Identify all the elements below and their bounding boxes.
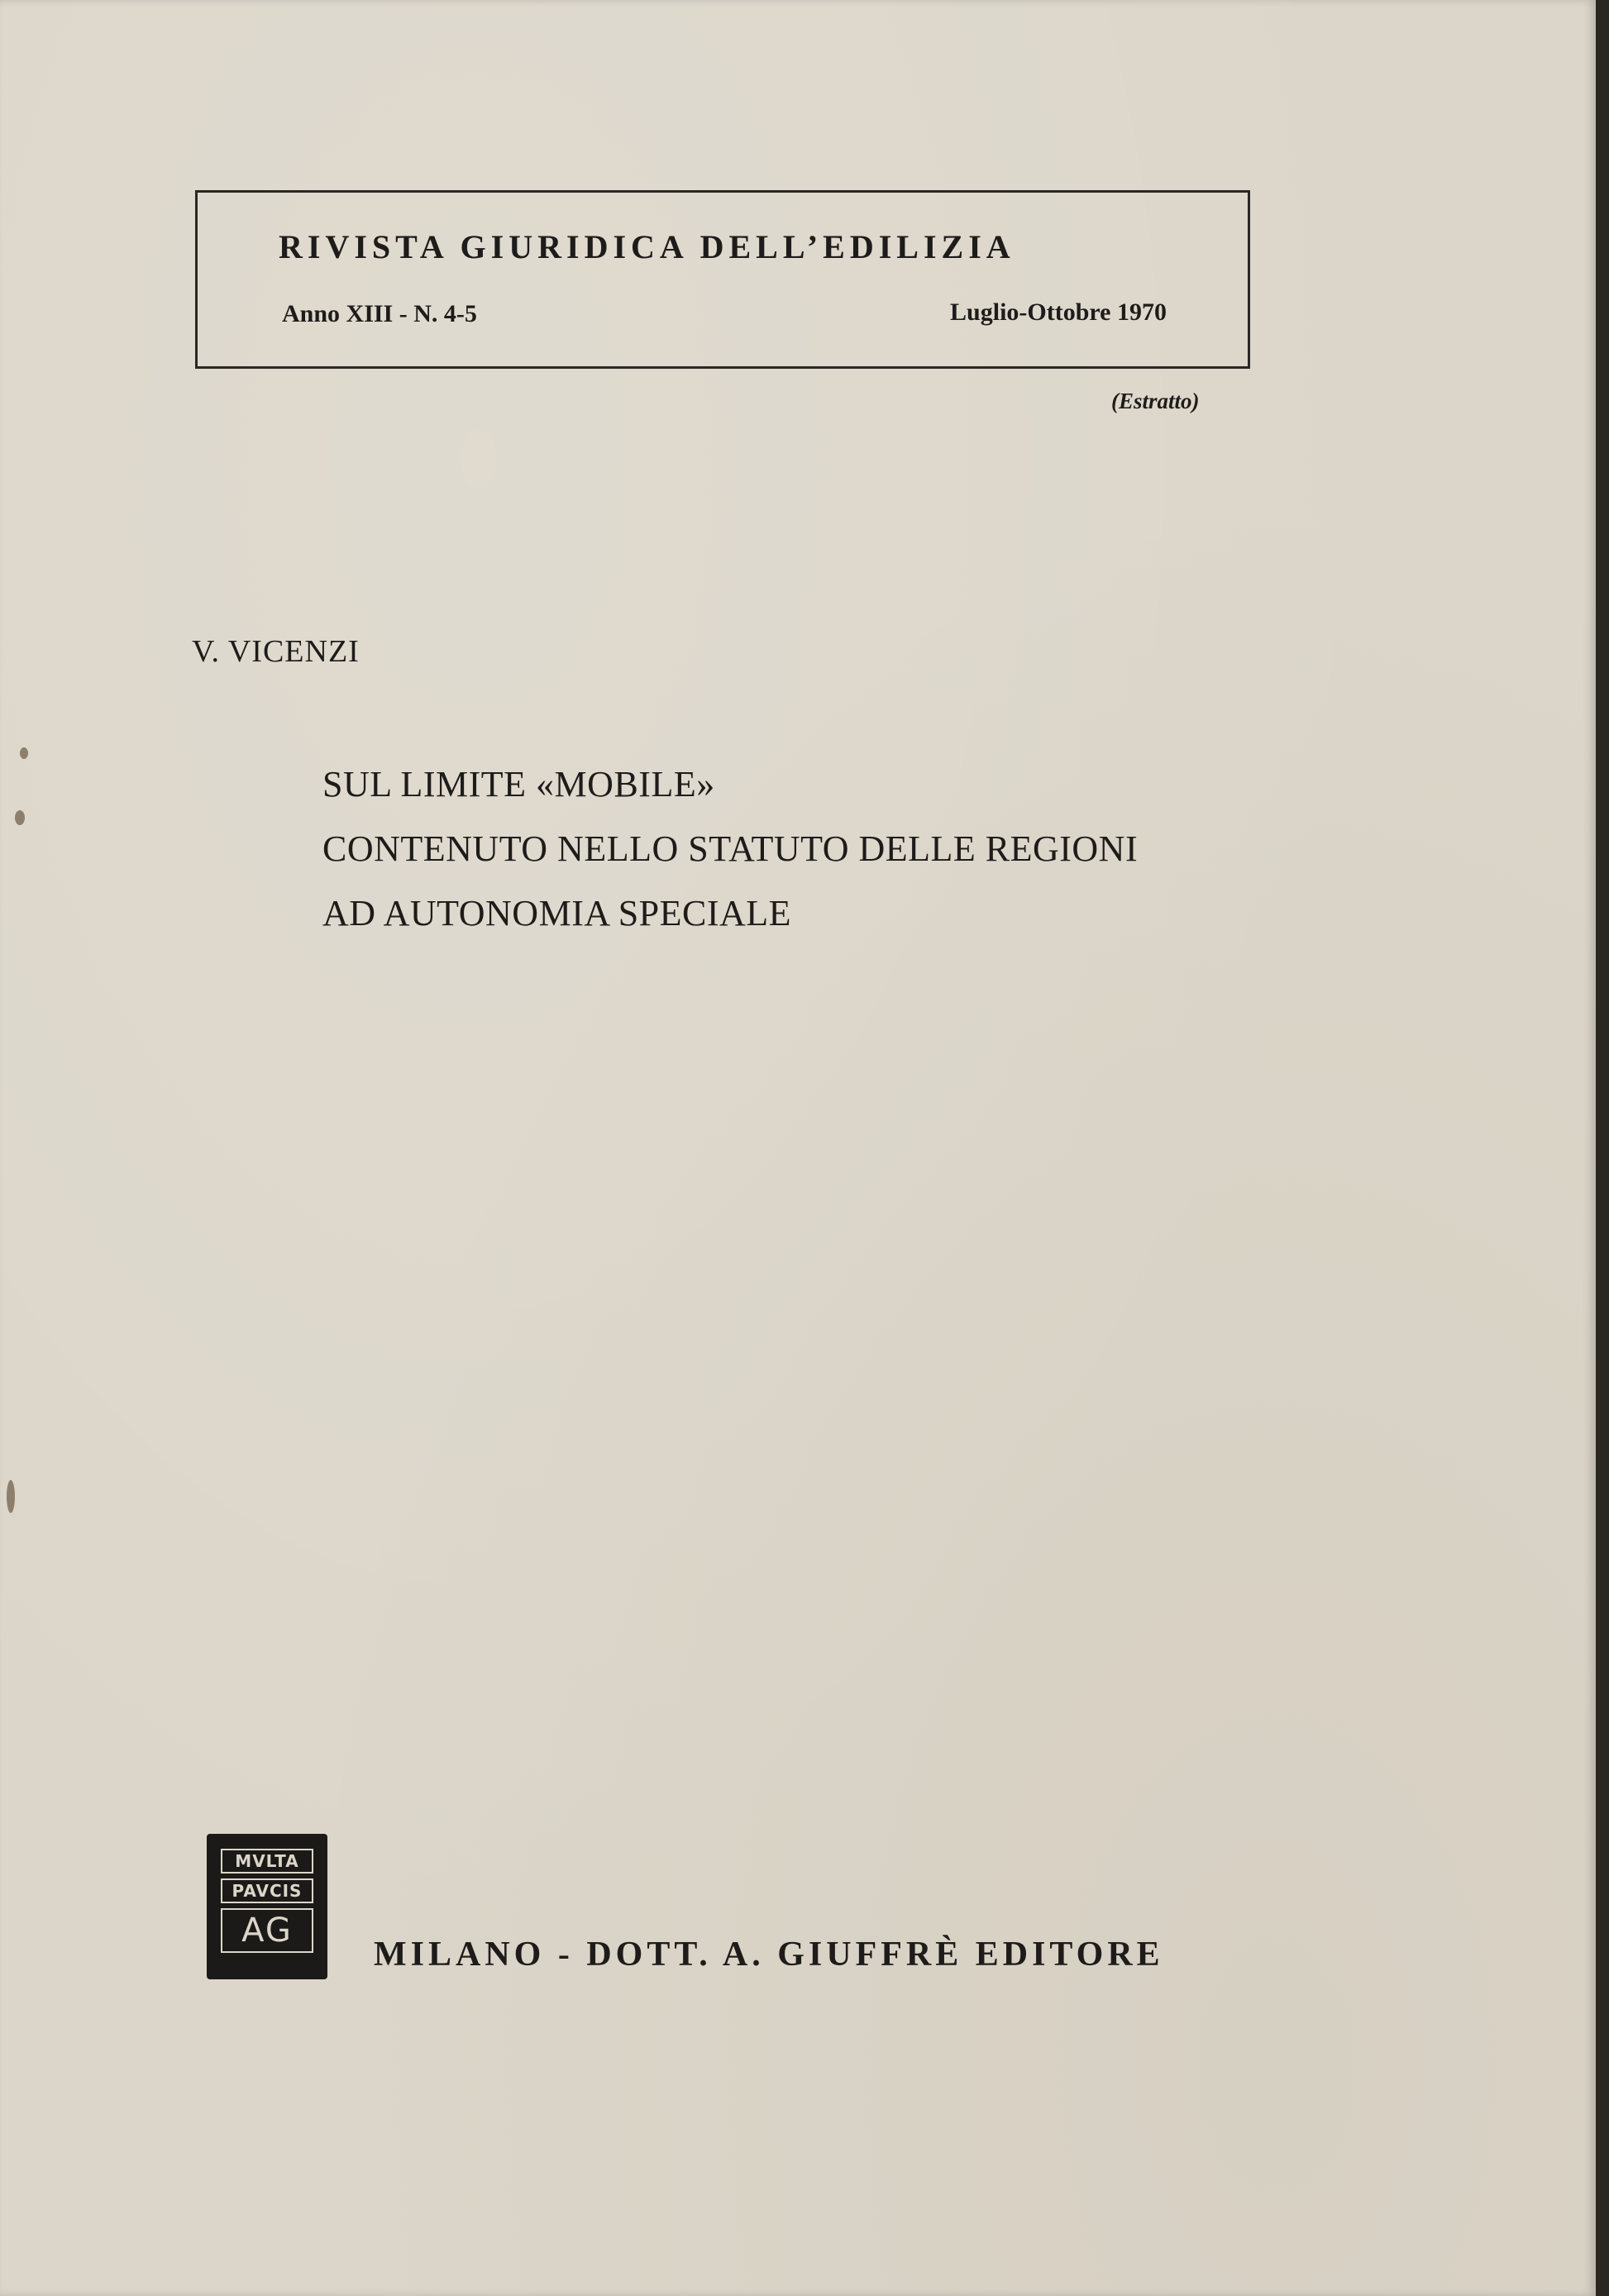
article-title-line: CONTENUTO NELLO STATUTO DELLE REGIONI	[322, 828, 1139, 869]
paper-stain	[7, 1480, 15, 1513]
logo-motto-line1: MVLTA	[221, 1849, 313, 1874]
logo-motto-line2: PAVCIS	[221, 1878, 313, 1903]
page-edge-shadow	[1596, 0, 1609, 2296]
issue-number: Anno XIII - N. 4-5	[282, 300, 477, 327]
publisher-logo	[207, 1834, 327, 1979]
journal-title: RIVISTA GIURIDICA DELL’EDILIZIA	[279, 228, 1015, 265]
logo-initials: AG	[221, 1908, 313, 1953]
extract-label: (Estratto)	[1111, 389, 1200, 413]
masthead-box	[195, 190, 1250, 369]
paper-stain	[20, 747, 28, 759]
publisher-imprint: MILANO - DOTT. A. GIUFFRÈ EDITORE	[374, 1936, 1164, 1974]
paper-stain	[15, 810, 25, 825]
issue-date: Luglio-Ottobre 1970	[950, 298, 1167, 326]
article-title-line: SUL LIMITE «MOBILE»	[322, 764, 715, 804]
article-title	[322, 752, 1138, 946]
article-title-line: AD AUTONOMIA SPECIALE	[322, 893, 792, 933]
author-name: V. VICENZI	[192, 634, 360, 669]
